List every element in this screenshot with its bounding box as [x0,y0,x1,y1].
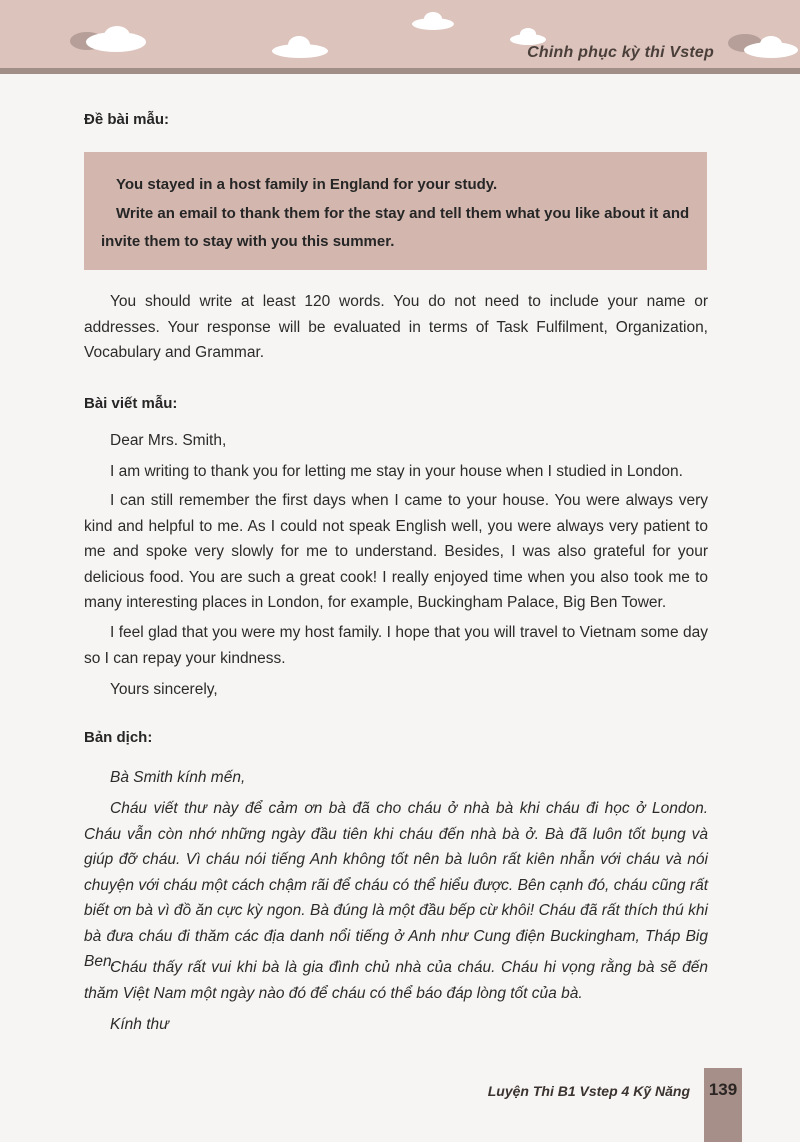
task-instruction: You should write at least 120 words. You do not need to include your name or addresses. Your response will be evaluated in terms of Task Fulfilment, Organization, Vocabulary and Grammar. [84,293,708,361]
page-number: 139 [708,1080,738,1099]
essay-greeting: Dear Mrs. Smith, [110,432,227,449]
footer-book-title: Luyện Thi B1 Vstep 4 Kỹ Năng [487,1083,690,1099]
task-line-1: You stayed in a host family in England for your study. [116,176,498,193]
essay-paragraph-3: I feel glad that you were my host family. I hope that you will travel to Vietnam some day so I can repay your kindness. [84,624,708,667]
translation-greeting: Bà Smith kính mến, [110,769,246,786]
translation-closing: Kính thư [110,1016,169,1033]
task-line-3: invite them to stay with you this summer. [101,233,395,250]
essay-closing: Yours sincerely, [110,681,218,698]
translation-paragraph-1: Cháu viết thư này để cảm ơn bà đã cho cháu ở nhà bà khi cháu đi học ở London. Cháu vẫn còn nhớ những ngày đầu tiên khi cháu đến nhà bà ở. Bà đã luôn tốt bụng và giúp đỡ cháu. Vì cháu nói tiếng Anh không tốt nên bà luôn rất kiên nhẫn với cháu và nói chuyện với cháu một cách chậm rãi để cháu có thể hiểu được. Bên cạnh đó, cháu cũng rất biết ơn bà vì đồ ăn cực kỳ ngon. Bà đúng là một đầu bếp cừ khôi! Cháu đã rất thích thú khi bà đưa cháu đi thăm các địa danh nổi tiếng ở Anh như Cung điện Buckingham, Tháp Big Ben. [84,800,708,970]
essay-paragraph-1: I am writing to thank you for letting me stay in your house when I studied in London. [110,463,683,480]
task-line-2: Write an email to thank them for the stay and tell them what you like about it and [116,205,690,222]
sample-essay-heading: Bài viết mẫu: [84,395,178,412]
translation-paragraph-2: Cháu thấy rất vui khi bà là gia đình chủ nhà của cháu. Cháu hi vọng rằng bà sẽ đến thăm Việt Nam một ngày nào đó để cháu có thể báo đáp lòng tốt của bà. [84,959,708,1002]
cloud-icon [410,12,456,32]
cloud-icon [726,30,800,60]
translation-heading: Bản dịch: [84,729,153,746]
cloud-icon [270,36,332,60]
header-title: Chinh phục kỳ thi Vstep [527,44,714,61]
task-box [84,152,707,270]
header-divider [0,68,800,74]
essay-paragraph-2: I can still remember the first days when I came to your house. You were always very kind and helpful to me. As I could not speak English well, you were always very patient to me and spoke very slowly for me to understand. Besides, I was also grateful for your delicious food. You are such a great cook! I really enjoyed time when you also took me to many interesting places in London, for example, Buckingham Palace, Big Ben Tower. [84,492,708,611]
cloud-icon [68,24,152,54]
page-header [0,0,800,68]
sample-task-heading: Đề bài mẫu: [84,111,170,128]
